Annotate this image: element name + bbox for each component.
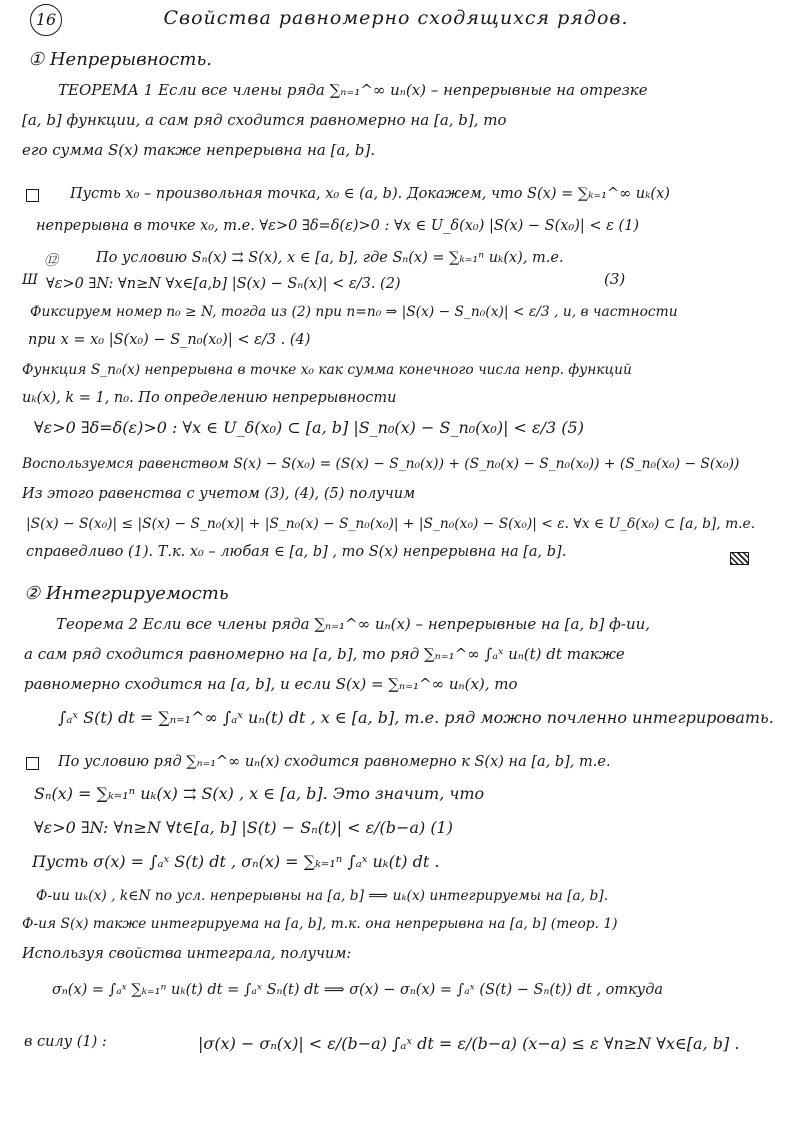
proof2-line2: Sₙ(x) = ∑ₖ₌₁ⁿ uₖ(x) ⇉ S(x) , x ∈ [a, b]. Это значит, что [34,784,485,803]
qed-box-icon [730,552,749,565]
proof1-line9: ∀ε>0 ∃δ=δ(ε)>0 : ∀x ∈ U_δ(x₀) ⊂ [a, b] |S_n₀(x) − S_n₀(x₀)| < ε/3 (5) [34,418,584,437]
proof2-line1: По условию ряд ∑ₙ₌₁^∞ uₙ(x) сходится равномерно к S(x) на [a, b], т.е. [58,754,611,770]
proof1-line2: непрерывна в точке x₀, т.е. ∀ε>0 ∃δ=δ(ε)>0 : ∀x ∈ U_δ(x₀) |S(x) − S(x₀)| < ε (1) [36,218,640,234]
proof1-line6: при x = x₀ |S(x₀) − S_n₀(x₀)| < ε/3 . (4) [28,332,311,348]
proof1-line10: Воспользуемся равенством S(x) − S(x₀) = (S(x) − S_n₀(x)) + (S_n₀(x) − S_n₀(x₀)) + (S_n₀(x₀) − S(x₀)) [22,456,740,472]
proof2-line7: Используя свойства интеграла, получим: [22,946,352,962]
proof2-line8: σₙ(x) = ∫ₐˣ ∑ₖ₌₁ⁿ uₖ(t) dt = ∫ₐˣ Sₙ(t) dt ⟹ σ(x) − σₙ(x) = ∫ₐˣ (S(t) − Sₙ(t)) dt , откуда [52,982,664,998]
section2-heading: ② Интегрируемость [24,583,229,604]
proof1-line7: Функция S_n₀(x) непрерывна в точке x₀ как сумма конечного числа непр. функций [22,362,632,378]
theorem2-line4: ∫ₐˣ S(t) dt = ∑ₙ₌₁^∞ ∫ₐˣ uₙ(t) dt , x ∈ [a, b], т.е. ряд можно почленно интегрировать. [58,708,774,727]
theorem1-line2: [a, b] функции, а сам ряд сходится равномерно на [a, b], то [22,111,507,129]
margin-note-III: Ш [22,272,38,288]
theorem2-line1: Теорема 2 Если все члены ряда ∑ₙ₌₁^∞ uₙ(x) – непрерывные на [a, b] ф-ии, [56,615,651,633]
theorem2-line2: а сам ряд сходится равномерно на [a, b], то ряд ∑ₙ₌₁^∞ ∫ₐˣ uₙ(t) dt также [24,645,625,663]
proof-start-box-icon [26,189,39,202]
proof1-line8: uₖ(x), k = 1, n₀. По определению непрерывности [22,390,397,406]
proof1-line5: Фиксируем номер n₀ ≥ N, тогда из (2) при n=n₀ ⇒ |S(x) − S_n₀(x)| < ε/3 , и, в частности [30,304,678,320]
theorem2-line3: равномерно сходится на [a, b], и если S(x) = ∑ₙ₌₁^∞ uₙ(x), то [24,675,518,693]
page-title: Свойства равномерно сходящихся рядов. [163,8,629,28]
ref-3-annotation: (3) [604,270,626,288]
page-number: 16 [30,4,62,36]
proof2-start-box-icon [26,757,39,770]
proof1-line11: Из этого равенства с учетом (3), (4), (5) получим [22,486,416,502]
proof2-line3: ∀ε>0 ∃N: ∀n≥N ∀t∈[a, b] |S(t) − Sₙ(t)| < ε/(b−a) (1) [34,818,453,837]
proof2-line9: |σ(x) − σₙ(x)| < ε/(b−a) ∫ₐˣ dt = ε/(b−a) (x−a) ≤ ε ∀n≥N ∀x∈[a, b] . [198,1034,740,1053]
proof2-line4: Пусть σ(x) = ∫ₐˣ S(t) dt , σₙ(x) = ∑ₖ₌₁ⁿ ∫ₐˣ uₖ(t) dt . [32,852,440,871]
margin-note-12: ⑫ [44,253,58,269]
proof1-line4: ∀ε>0 ∃N: ∀n≥N ∀x∈[a,b] |S(x) − Sₙ(x)| < ε/3. (2) [46,276,401,292]
proof2-line6: Ф-ия S(x) также интегрируема на [a, b], т.к. она непрерывна на [a, b] (теор. 1) [22,916,618,932]
proof1-line12: |S(x) − S(x₀)| ≤ |S(x) − S_n₀(x)| + |S_n₀(x) − S_n₀(x₀)| + |S_n₀(x₀) − S(x₀)| < ε. ∀x ∈ U_δ(x₀) ⊂ [a, b], т.е. [26,516,756,532]
proof1-line1: Пусть x₀ – произвольная точка, x₀ ∈ (a, b). Докажем, что S(x) = ∑ₖ₌₁^∞ uₖ(x) [70,186,670,202]
theorem1-line3: его сумма S(x) также непрерывна на [a, b]. [22,141,376,159]
section1-heading: ① Непрерывность. [28,49,212,70]
proof1-line3: По условию Sₙ(x) ⇉ S(x), x ∈ [a, b], где Sₙ(x) = ∑ₖ₌₁ⁿ uₖ(x), т.е. [96,250,564,266]
proof1-line13: справедливо (1). Т.к. x₀ – любая ∈ [a, b] , то S(x) непрерывна на [a, b]. [26,544,567,560]
theorem1-line1: ТЕОРЕМА 1 Если все члены ряда ∑ₙ₌₁^∞ uₙ(x) – непрерывные на отрезке [58,81,648,99]
proof2-line9-label: в силу (1) : [24,1034,107,1050]
proof2-line5: Ф-ии uₖ(x) , k∈N по усл. непрерывны на [a, b] ⟹ uₖ(x) интегрируемы на [a, b]. [36,888,609,904]
